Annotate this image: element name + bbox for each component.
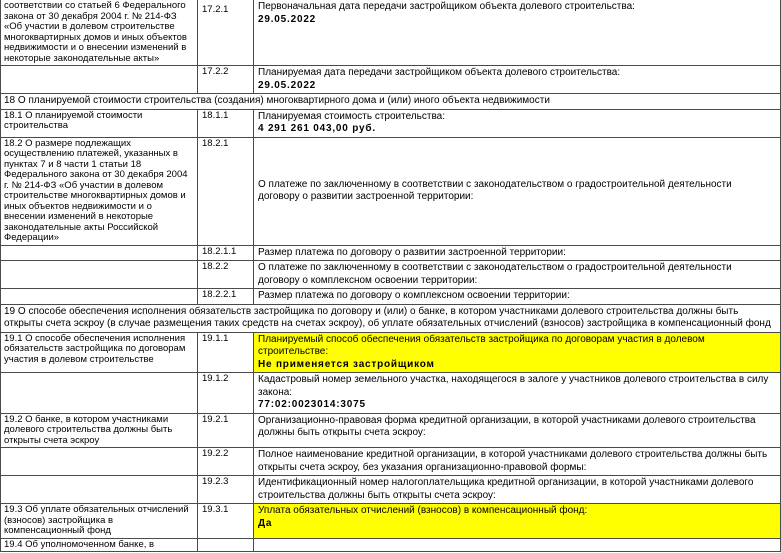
row-number-cell: 19.1.1 xyxy=(198,332,254,373)
row-description-cell xyxy=(1,448,198,476)
row-content-cell xyxy=(254,245,781,261)
field-label: О платеже по заключенному в соответствии с законодательством о градостроительной деятельности договору о комплексном освоении территории: xyxy=(258,262,732,286)
table-row xyxy=(1,448,781,476)
field-label: Уплата обязательных отчислений (взносов) в компенсационный фонд: xyxy=(258,505,588,516)
declaration-table-body xyxy=(1,0,781,552)
section-header: 18 О планируемой стоимости строительства (создания) многоквартирного дома и (или) иного объекта недвижимости xyxy=(1,94,781,110)
row-number-cell: 19.2.2 xyxy=(198,448,254,476)
row-number-cell: 17.2.2 xyxy=(198,66,254,94)
field-label: Планируемый способ обеспечения обязательств застройщика по договорам участия в долевом строительстве: xyxy=(258,333,705,357)
row-content-cell xyxy=(254,448,781,476)
field-label: Полное наименование кредитной организации, в которой участниками долевого строительства должны быть открыты счета эскроу, без указания организационно-правовой формы: xyxy=(258,449,768,473)
row-number-cell: 19.2.1 xyxy=(198,413,254,448)
table-row xyxy=(1,332,781,373)
row-content-cell xyxy=(254,0,781,66)
row-number-cell: 17.2.1 xyxy=(198,0,254,66)
row-description-cell xyxy=(1,289,198,305)
field-label: Идентификационный номер налогоплательщика кредитной организации, в которой участниками долевого строительства должны быть открыты счета эскроу: xyxy=(258,477,754,501)
row-description-cell: 19.2 О банке, в котором участниками долевого строительства должны быть открыты счета эскроу xyxy=(1,413,198,448)
table-row xyxy=(1,373,781,414)
field-label: Размер платежа по договору о развитии застроенной территории: xyxy=(258,246,566,258)
row-number-cell: 19.3.1 xyxy=(198,504,254,539)
row-number-cell: 18.2.2.1 xyxy=(198,289,254,305)
field-label: О платеже по заключенному в соответствии с законодательством о градостроительной деятельности договору о развитии застроенной территории: xyxy=(258,178,732,202)
table-row xyxy=(1,476,781,504)
table-row xyxy=(1,504,781,539)
row-description-cell: 19.1 О способе обеспечения исполнения обязательств застройщика по договорам участия в долевом строительстве xyxy=(1,332,198,373)
row-number-cell: 18.1.1 xyxy=(198,109,254,137)
field-value: 4 291 261 043,00 руб. xyxy=(258,123,376,134)
row-content-cell xyxy=(254,109,781,137)
table-row xyxy=(1,0,781,66)
row-content-cell xyxy=(254,66,781,94)
table-row xyxy=(1,66,781,94)
field-value: Да xyxy=(258,517,273,529)
field-value: 77:02:0023014:3075 xyxy=(258,399,366,410)
row-content-cell xyxy=(254,261,781,289)
row-description-cell: соответствии со статьей 6 Федерального закона от 30 декабря 2004 г. № 214-ФЗ «Об участии в долевом строительстве многоквартирных домов и иных объектов недвижимости и о внесении изменений в некоторые законодательные акты» xyxy=(1,0,198,66)
field-label: Планируемая дата передачи застройщиком объекта долевого строительства: xyxy=(258,67,621,78)
row-description-cell: 19.4 Об уполномоченном банке, в xyxy=(1,538,198,552)
row-content-cell xyxy=(254,504,781,539)
table-row xyxy=(1,109,781,137)
row-content-cell xyxy=(254,289,781,305)
row-content-cell xyxy=(254,538,781,552)
row-number-cell: 19.2.3 xyxy=(198,476,254,504)
row-description-cell xyxy=(1,66,198,94)
row-number-cell: 18.2.1 xyxy=(198,137,254,245)
row-description-cell xyxy=(1,245,198,261)
section-header-row xyxy=(1,94,781,110)
table-row xyxy=(1,538,781,552)
row-content-cell xyxy=(254,137,781,245)
field-label: Первоначальная дата передачи застройщиком объекта долевого строительства: xyxy=(258,1,635,12)
field-label: Планируемая стоимость строительства: xyxy=(258,110,445,122)
section-header: 19 О способе обеспечения исполнения обязательств застройщика по договору и (или) о банке, в котором участниками долевого строительства должны быть открыты счета эскроу (в случае размещения таких средств на счетах эскроу), об уплате обязательных отчислений (взносов) застройщика в компенсационный фонд xyxy=(1,304,781,332)
row-description-cell xyxy=(1,261,198,289)
section-header-row xyxy=(1,304,781,332)
table-row xyxy=(1,137,781,245)
field-value: 29.05.2022 xyxy=(258,79,317,91)
table-row xyxy=(1,245,781,261)
row-number-cell: 18.2.1.1 xyxy=(198,245,254,261)
field-label: Кадастровый номер земельного участка, находящегося в залоге у участников долевого строительства в силу закона: xyxy=(258,374,769,398)
field-value: 29.05.2022 xyxy=(258,13,317,25)
row-description-cell: 18.2 О размере подлежащих осуществлению платежей, указанных в пунктах 7 и 8 части 1 статьи 18 Федерального закона от 30 декабря 2004 г. № 214-ФЗ «Об участии в долевом строительстве многоквартирных домов и иных объектов недвижимости и о внесении изменений в некоторые законодательные акты Российской Федерации» xyxy=(1,137,198,245)
row-number-cell xyxy=(198,538,254,552)
field-label: Организационно-правовая форма кредитной организации, в которой участниками долевого строительства должны быть открыты счета эскроу: xyxy=(258,414,756,438)
row-description-cell xyxy=(1,373,198,414)
field-label: Размер платежа по договору о комплексном освоении территории: xyxy=(258,290,570,301)
row-description-cell xyxy=(1,476,198,504)
row-number-cell: 18.2.2 xyxy=(198,261,254,289)
row-content-cell xyxy=(254,413,781,448)
row-description-cell: 18.1 О планируемой стоимости строительства xyxy=(1,109,198,137)
table-row xyxy=(1,261,781,289)
table-row xyxy=(1,413,781,448)
row-content-cell xyxy=(254,373,781,414)
field-value: Не применяется застройщиком xyxy=(258,358,435,370)
row-content-cell xyxy=(254,332,781,373)
row-description-cell: 19.3 Об уплате обязательных отчислений (взносов) застройщика в компенсационный фонд xyxy=(1,504,198,539)
table-row xyxy=(1,289,781,305)
row-number-cell: 19.1.2 xyxy=(198,373,254,414)
row-content-cell xyxy=(254,476,781,504)
